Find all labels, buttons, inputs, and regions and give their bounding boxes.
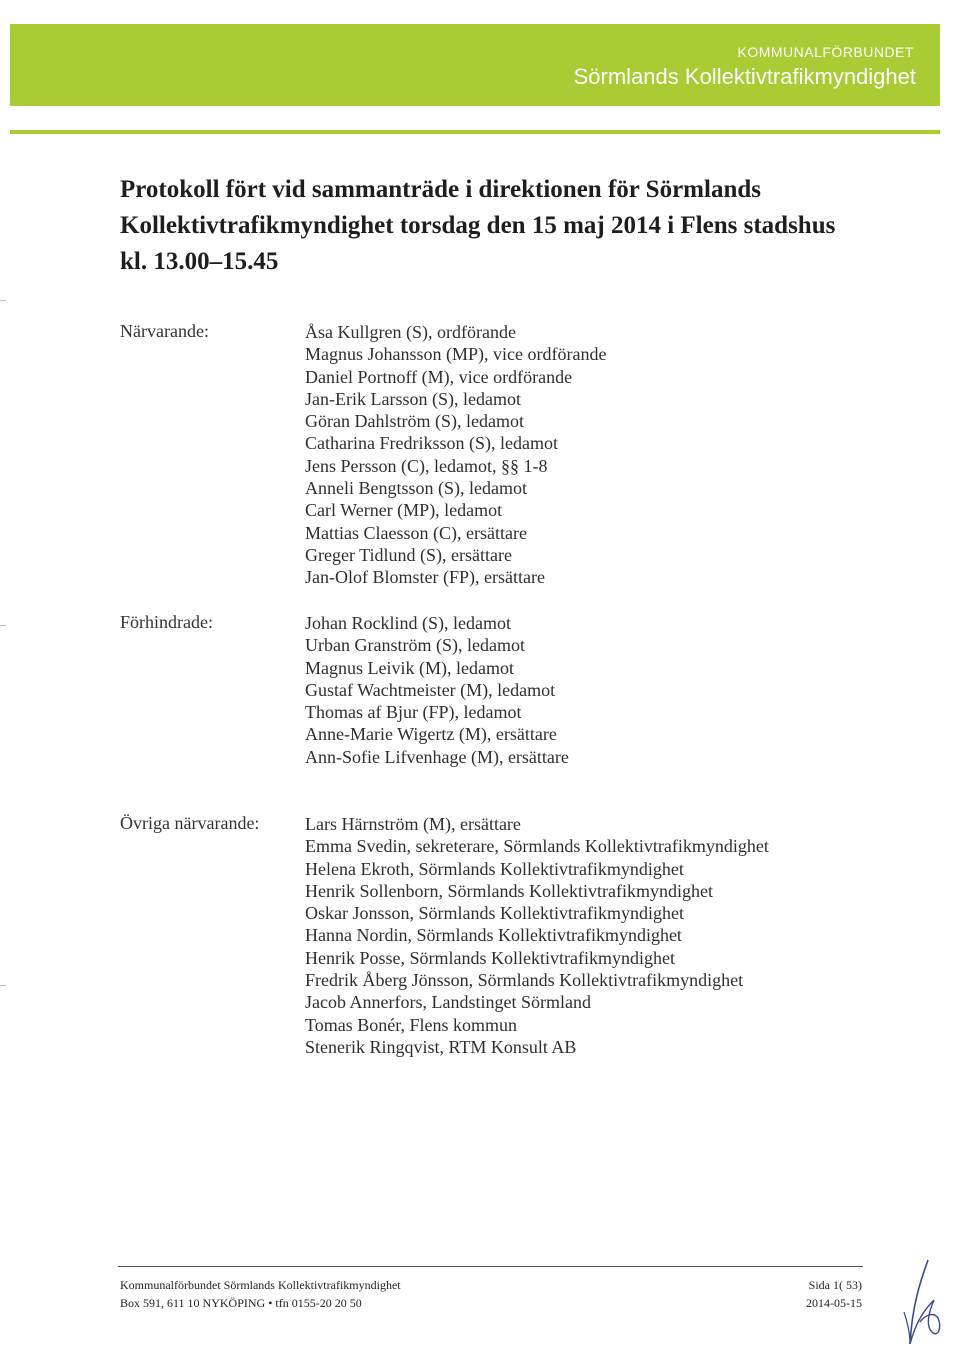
others-name-item: Lars Härnström (M), ersättare xyxy=(305,814,521,834)
title-line-3: kl. 13.00–15.45 xyxy=(120,248,279,275)
absent-label: Förhindrade: xyxy=(120,612,213,632)
document-date: 2014-05-15 xyxy=(806,1296,862,1310)
absent-name-item: Gustaf Wachtmeister (M), ledamot xyxy=(305,679,556,700)
document-title xyxy=(120,172,880,280)
others-list xyxy=(305,813,769,1058)
signature-initials xyxy=(898,1252,948,1352)
present-label: Närvarande: xyxy=(120,321,209,341)
scan-mark xyxy=(0,625,6,626)
absent-name-item: Urban Granström (S), ledamot xyxy=(305,635,525,656)
others-name-item: Stenerik Ringqvist, RTM Konsult AB xyxy=(305,1036,577,1057)
present-name-item: Anneli Bengtsson (S), ledamot xyxy=(305,478,527,499)
page-number: Sida 1( 53) xyxy=(808,1278,862,1292)
others-name-item: Henrik Sollenborn, Sörmlands Kollektivtrafikmyndighet xyxy=(305,880,713,901)
others-name-item: Oskar Jonsson, Sörmlands Kollektivtrafikmyndighet xyxy=(305,903,684,924)
others-label: Övriga närvarande: xyxy=(120,813,260,833)
footer-left xyxy=(120,1276,401,1312)
others-name-item: Fredrik Åberg Jönsson, Sörmlands Kollektivtrafikmyndighet xyxy=(305,970,744,991)
org-name-logo: Sörmlands Kollektivtrafikmyndighet xyxy=(573,64,916,89)
present-name-item: Jan-Erik Larsson (S), ledamot xyxy=(305,388,521,409)
others-name-item: Henrik Posse, Sörmlands Kollektivtrafikmyndighet xyxy=(305,947,675,968)
scan-mark xyxy=(0,985,6,986)
present-name-item: Greger Tidlund (S), ersättare xyxy=(305,544,512,565)
others-name-item: Tomas Bonér, Flens kommun xyxy=(305,1014,518,1035)
others-name-item: Jacob Annerfors, Landstinget Sörmland xyxy=(305,992,591,1013)
absent-name-item: Magnus Leivik (M), ledamot xyxy=(305,657,514,678)
present-name-item: Mattias Claesson (C), ersättare xyxy=(305,522,527,543)
present-name-item: Daniel Portnoff (M), vice ordförande xyxy=(305,366,573,387)
title-line-2: Kollektivtrafikmyndighet torsdag den 15 maj 2014 i Flens stadshus xyxy=(120,212,836,239)
footer-divider xyxy=(118,1266,863,1267)
present-name-item: Jan-Olof Blomster (FP), ersättare xyxy=(305,567,545,588)
header-banner xyxy=(10,24,940,106)
title-line-1: Protokoll fört vid sammanträde i direktionen för Sörmlands xyxy=(120,176,761,203)
org-type-label: KOMMUNALFÖRBUNDET xyxy=(737,44,914,60)
header-divider xyxy=(10,130,940,134)
present-name-item: Catharina Fredriksson (S), ledamot xyxy=(305,433,558,454)
present-list xyxy=(305,321,606,589)
present-name-item: Jens Persson (C), ledamot, §§ 1-8 xyxy=(305,455,548,476)
absent-name-item: Anne-Marie Wigertz (M), ersättare xyxy=(305,724,557,745)
footer-org: Kommunalförbundet Sörmlands Kollektivtrafikmyndighet xyxy=(120,1278,401,1292)
others-name-item: Hanna Nordin, Sörmlands Kollektivtrafikmyndighet xyxy=(305,925,682,946)
present-name-item: Åsa Kullgren (S), ordförande xyxy=(305,322,516,342)
absent-name-item: Johan Rocklind (S), ledamot xyxy=(305,613,511,633)
absent-name-item: Thomas af Bjur (FP), ledamot xyxy=(305,702,522,723)
absent-name-item: Ann-Sofie Lifvenhage (M), ersättare xyxy=(305,746,569,767)
others-name-item: Helena Ekroth, Sörmlands Kollektivtrafikmyndighet xyxy=(305,858,684,879)
present-name-item: Carl Werner (MP), ledamot xyxy=(305,500,503,521)
present-name-item: Göran Dahlström (S), ledamot xyxy=(305,411,524,432)
footer-right xyxy=(806,1276,862,1312)
footer-address: Box 591, 611 10 NYKÖPING • tfn 0155-20 20 50 xyxy=(120,1296,362,1310)
absent-list xyxy=(305,612,569,768)
scan-mark xyxy=(0,300,6,301)
others-name-item: Emma Svedin, sekreterare, Sörmlands Kollektivtrafikmyndighet xyxy=(305,836,769,857)
present-name-item: Magnus Johansson (MP), vice ordförande xyxy=(305,344,607,365)
